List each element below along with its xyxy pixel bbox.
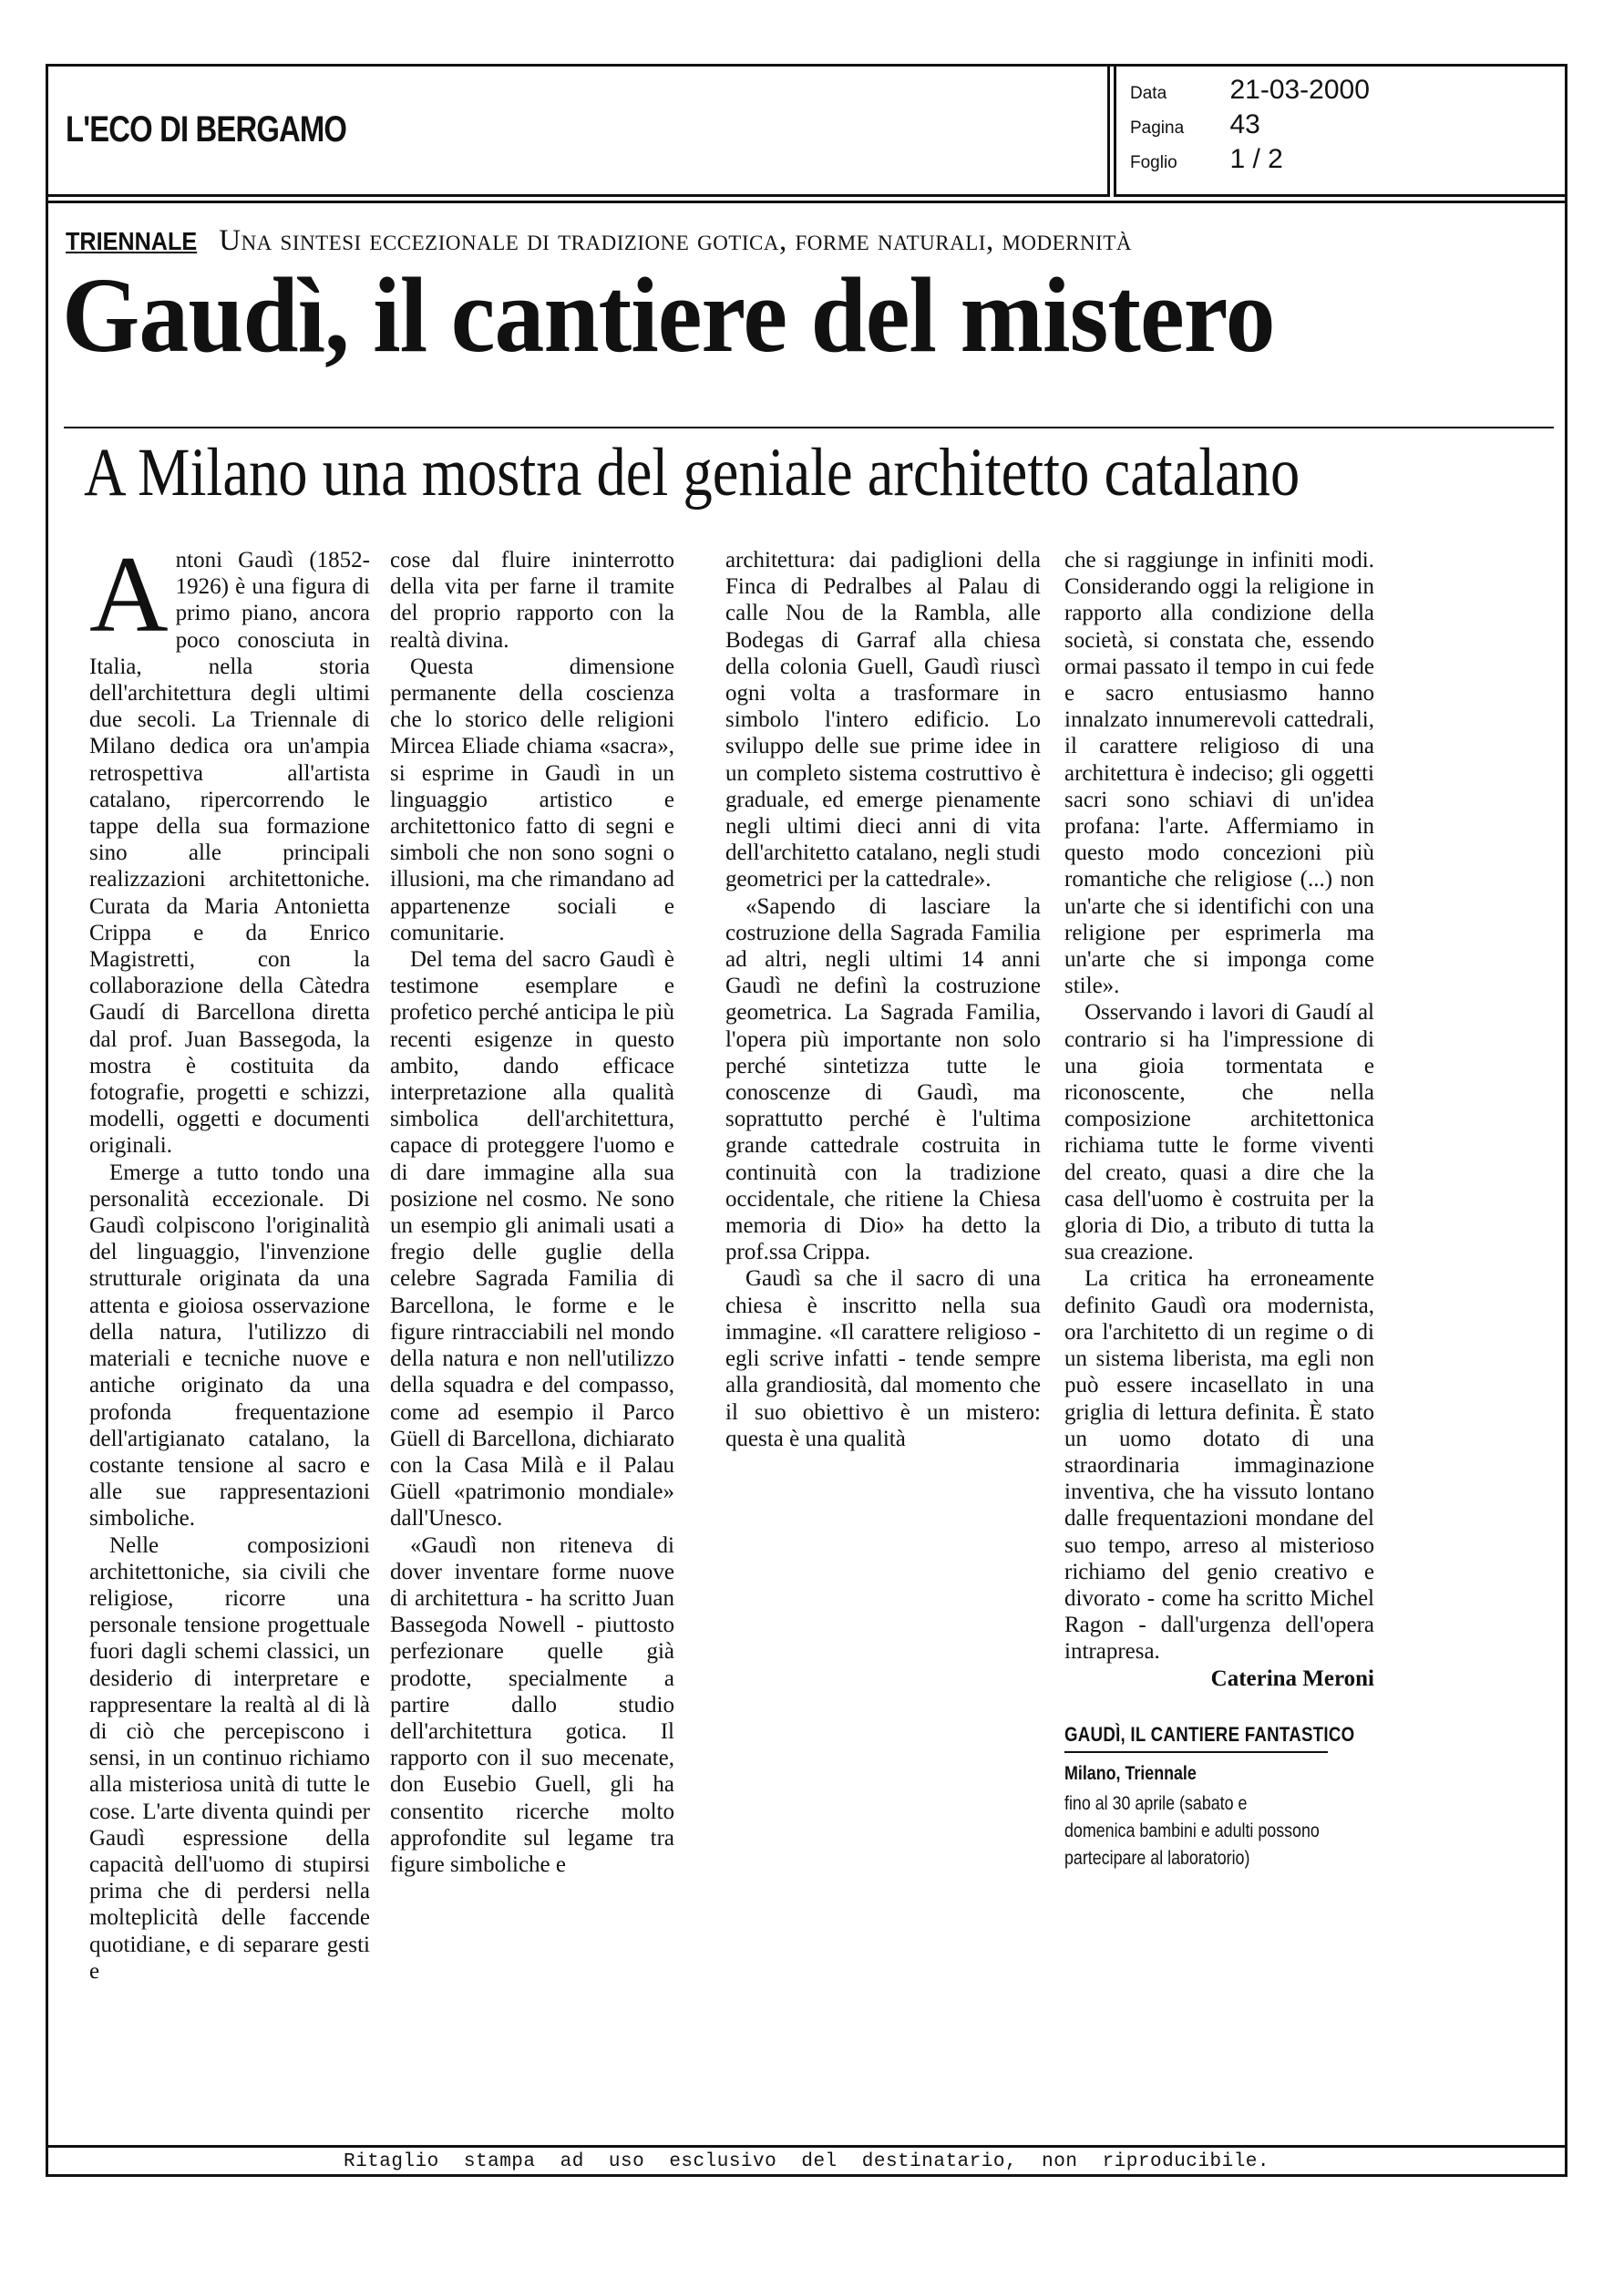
column-2-paragraph-1: cose dal fluire ininterrotto della vita per farne il tramite del proprio rapporto con la realtà divina. [390,548,674,653]
foglio-label: Foglio [1130,153,1177,172]
column-3-paragraph-2: «Sapendo di lasciare la costruzione della Sagrada Familia ad altri, negli ultimi 14 anni Gaudì ne definì la costruzione geometrica. La Sagrada Familia, l'opera più importante non solo perché sintetizza tutte le conoscenze di Gaudì, ma soprattutto perché è l'ultima grande cattedrale costruita in continuità con la tradizione occidentale, che ritiene la Chiesa memoria di Dio» ha detto la prof.ssa Crippa. [725,893,1041,1265]
column-2-paragraph-2: Questa dimensione permanente della coscienza che lo storico delle religioni Mircea Eliade chiama «sacra», si esprime in Gaudì in un linguaggio artistico e architettonico fatto di segni e simboli che non sono sogni o illusioni, ma che rimandano ad appartenenze sociali e comunitarie. [390,654,674,945]
newspaper-masthead: L'ECO DI BERGAMO [66,109,347,150]
footer-rule [46,2145,1567,2148]
kicker-tag: TRIENNALE [66,227,198,255]
column-3-paragraph-3: Gaudì sa che il sacro di una chiesa è inscritto nella sua immagine. «Il carattere religioso - egli scrive infatti - tende sempre alla grandiosità, dal momento che il suo obiettivo è un mistero: questa è una qualità [725,1266,1041,1451]
article-headline: Gaudì, il cantiere del mistero [62,255,1275,375]
column-2-paragraph-4: «Gaudì non riteneva di dover inventare forme nuove di architettura - ha scritto Juan Bassegoda Nowell - piuttosto perfezionare quelle già prodotte, specialmente a partire dallo studio dell'architettura gotica. Il rapporto con il suo mecenate, don Eusebio Guell, gli ha consentito ricerche molto approfondite sul legame tra figure simboliche e [390,1532,674,1877]
info-box-details: fino al 30 aprile (sabato e domenica bambini e adulti possono partecipare al laboratorio) [1064,1793,1320,1870]
exhibition-info-box [1064,1721,1374,1872]
article-column-1 [89,533,370,1985]
data-label: Data [1130,84,1167,103]
column-4-paragraph-1: che si raggiunge in infiniti modi. Considerando oggi la religione in rapporto alla condizione della società, si constata che, essendo ormai passato il tempo in cui fede e sacro entusiasmo hanno innalzato innumerevoli cattedrali, il carattere religioso di una architettura è indeciso; gli oggetti sacri sono schiavi di un'idea profana: l'arte. Affermiamo in questo modo concezioni più romantiche che religiose (...) non un'arte che si identifichi con una religione per esprimerla ma un'arte che si imponga come stile». [1064,548,1374,999]
column-4-paragraph-3: La critica ha erroneamente definito Gaudì ora modernista, ora l'architetto di un regime o di un sistema liberista, ma egli non può essere incasellato in una griglia di lettura definita. È stato un uomo dotato di una straordinaria immaginazione inventiva, che ha vissuto lontano dalle frequentazioni mondane del suo tempo, arreso al misterioso richiamo del genio creativo e divorato - come ha scritto Michel Ragon - dall'urgenza dell'opera intrapresa. [1064,1266,1374,1665]
kicker-text: Una sintesi eccezionale di tradizione gotica, forme naturali, modernità [219,224,1132,257]
article-subhead: A Milano una mostra del geniale architetto catalano [84,435,1300,510]
column-1-paragraph-1: ntoni Gaudì (1852-1926) è una figura di primo piano, ancora poco conosciuta in Italia, nella storia dell'architettura degli ultimi due secoli. La Triennale di Milano dedica ora un'ampia retrospettiva all'artista catalano, ripercorrendo le tappe della sua formazione sino alle principali realizzazioni architettoniche. Curata da Maria Antonietta Crippa e da Enrico Magistretti, con la collaborazione della Càtedra Gaudí di Barcellona diretta dal prof. Juan Bassegoda, la mostra è costituita da fotografie, progetti e schizzi, modelli, oggetti e documenti originali. [89,548,370,1159]
foglio-value: 1 / 2 [1229,144,1283,174]
pagina-value: 43 [1229,109,1260,139]
article-column-2 [390,547,674,1878]
meta-data-row [1130,75,1370,106]
clipping-notice: Ritaglio stampa ad uso esclusivo del destinatario, non riproducibile. [343,2151,1270,2172]
pagina-label: Pagina [1130,119,1185,138]
column-4-paragraph-2: Osservando i lavori di Gaudí al contrario si ha l'impressione di una gioia tormentata e riconoscente, che nella composizione architettonica richiama tutte le forme viventi del creato, quasi a dire che la casa dell'uomo è costruita per la gloria di Dio, a tributo di tutta la sua creazione. [1064,1000,1374,1265]
column-3-paragraph-1: architettura: dai padiglioni della Finca di Pedralbes al Palau di calle Nou de la Rambla, alle Bodegas di Garraf alla chiesa della colonia Guell, Gaudì riuscì ogni volta a trasformare in simbolo l'intero edificio. Lo sviluppo delle sue prime idee in un completo sistema costruttivo è graduale, ed emerge pienamente negli ultimi dieci anni di vita dell'architetto catalano, negli studi geometrici per la cattedrale». [725,548,1041,892]
article-column-4 [1064,547,1374,1872]
article-kicker [66,224,1132,258]
meta-pagina-row [1130,109,1260,140]
article-column-3 [725,547,1041,1452]
drop-cap: A [89,533,169,655]
headline-rule [64,427,1554,428]
meta-foglio-row [1130,144,1283,175]
column-2-paragraph-3: Del tema del sacro Gaudì è testimone esemplare e profetico perché anticipa le più recenti esigenze in questo ambito, dando efficace interpretazione alla qualità simbolica dell'architettura, capace di proteggere l'uomo e di dare immagine alla sua posizione nel cosmo. Ne sono un esempio gli animali usati a fregio delle guglie della celebre Sagrada Familia di Barcellona, le forme e le figure rintracciabili nel mondo della natura e non nell'utilizzo della squadra e del compasso, come ad esempio il Parco Güell di Barcellona, dichiarato con la Casa Milà e il Palau Güell «patrimonio mondiale» dall'Unesco. [390,947,674,1531]
column-1-paragraph-2: Emerge a tutto tondo una personalità eccezionale. Di Gaudì colpiscono l'originalità del linguaggio, l'invenzione strutturale originata da una attenta e gioiosa osservazione della natura, l'utilizzo di materiali e tecniche nuove e antiche originato da una profonda frequentazione dell'artigianato catalano, la costante tensione al sacro e alle sue rappresentazioni simboliche. [89,1160,370,1531]
column-1-paragraph-3: Nelle composizioni architettoniche, sia civili che religiose, ricorre una personale tensione progettuale fuori dagli schemi classici, un desiderio di interpretare e rappresentare la realtà al di là di ciò che percepiscono i sensi, in un continuo richiamo alla misteriosa unità di tutte le cose. L'arte diventa quindi per Gaudì espressione della capacità dell'uomo di stupirsi prima che di perdersi nella molteplicità delle faccende quotidiane, e di separare gesti e [89,1532,370,1984]
header-separator [46,201,1567,203]
data-value: 21-03-2000 [1229,75,1370,105]
info-box-title: GAUDÌ, IL CANTIERE FANTASTICO [1064,1721,1328,1753]
article-author: Caterina Meroni [1210,1665,1374,1691]
info-box-place: Milano, Triennale [1064,1762,1197,1784]
